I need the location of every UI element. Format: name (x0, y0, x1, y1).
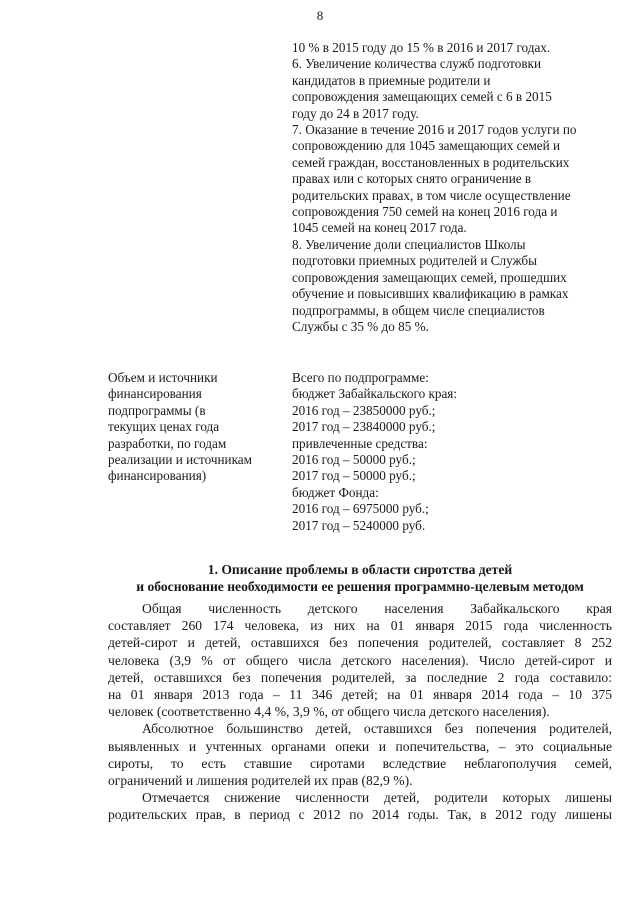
funding-line: бюджет Фонда: (292, 484, 379, 500)
funding-line: 2017 год – 50000 руб.; (292, 468, 416, 484)
funding-label-line: финансирования (108, 386, 202, 402)
paragraph-line: Общая численность детского населения Забайкальского края (142, 601, 612, 616)
indicator-line: сопровождения 750 семей на конец 2016 года и (292, 204, 558, 220)
paragraph (108, 600, 612, 720)
indicator-line: сопровождению для 1045 замещающих семей и (292, 138, 561, 154)
paragraph-line: Абсолютное большинство детей, оставшихся без попечения родителей, (142, 721, 612, 737)
funding-line: Всего по подпрограмме: (292, 370, 429, 385)
paragraph (108, 789, 612, 823)
page-number: 8 (316, 8, 324, 23)
target-indicators-cell (292, 40, 612, 335)
funding-line: 2017 год – 5240000 руб. (292, 517, 426, 533)
funding-line: 2016 год – 50000 руб.; (292, 452, 416, 468)
indicator-line: подготовки приемных родителей и Службы (292, 253, 538, 269)
paragraph-line: детей-сирот и детей, оставшихся без попечения родителей, составляет 8 252 (108, 635, 612, 651)
paragraph-line: ограничений и лишения родителей их прав (82,9 %). (108, 773, 413, 789)
paragraph-line: сироты, то есть ставшие сиротами вследствие неблагополучия семей, (108, 755, 612, 771)
indicator-line: Службы с 35 % до 85 %. (292, 318, 429, 334)
funding-line: 2016 год – 6975000 руб.; (292, 501, 429, 517)
paragraph-line: человек (соответственно 4,4 %, 3,9 %, от общего числа детского населения). (108, 704, 550, 720)
section-title-line: 1. Описание проблемы в области сиротства детей (207, 562, 513, 577)
funding-label-line: текущих ценах года (108, 419, 220, 435)
funding-label-line: подпрограммы (в (108, 402, 206, 418)
section-title-line: и обоснование необходимости ее решения программно-целевым методом (136, 579, 584, 594)
paragraph-line: выявленных и учтенных органами опеки и попечительства, – это социальные (108, 738, 612, 754)
indicator-line: 1045 семей на конец 2017 года. (292, 220, 467, 236)
funding-label-line: разработки, по годам (108, 435, 227, 451)
funding-line: 2017 год – 23840000 руб.; (292, 419, 436, 435)
section-body (108, 600, 612, 824)
paragraph-line: на 01 января 2013 года – 11 346 детей; на 01 января 2014 года – 10 375 (108, 687, 612, 703)
funding-label-line: Объем и источники (108, 370, 218, 385)
paragraph-line: родительских прав, в период с 2012 по 2014 годы. Так, в 2012 году лишены (108, 807, 612, 823)
indicator-line: году до 24 в 2017 году. (292, 105, 419, 121)
indicator-line: 6. Увеличение количества служб подготовки (292, 56, 542, 72)
funding-values-cell (292, 370, 612, 534)
indicator-line: обучение и повысивших квалификацию в рамках (292, 286, 569, 302)
indicator-line: родительских правах, в том числе осуществление (292, 187, 571, 203)
paragraph-line: составляет 260 174 человека, из них на 01 января 2015 года численность (108, 618, 612, 634)
paragraph-line: Отмечается снижение численности детей, родители которых лишены (142, 790, 612, 806)
paragraph-line: детей, оставшихся без попечения родителей, за последние 2 года составило: (108, 669, 612, 685)
indicator-line: сопровождения замещающих семей, прошедших (292, 269, 567, 285)
indicator-line: 10 % в 2015 году до 15 % в 2016 и 2017 годах. (292, 40, 551, 55)
funding-label-line: реализации и источникам (108, 452, 253, 468)
funding-label-line: финансирования) (108, 468, 207, 484)
funding-line: 2016 год – 23850000 руб.; (292, 402, 436, 418)
indicator-line: 7. Оказание в течение 2016 и 2017 годов услуги по (292, 122, 577, 138)
funding-label-cell (108, 370, 288, 485)
indicator-line: 8. Увеличение доли специалистов Школы (292, 236, 526, 252)
paragraph (108, 720, 612, 789)
indicator-line: подпрограммы, в общем числе специалистов (292, 302, 545, 318)
indicator-line: семей граждан, восстановленных в родительских (292, 154, 570, 170)
section-title (100, 561, 620, 595)
paragraph-line: человека (3,9 % от общего числа детского населения). Число детей-сирот и (108, 652, 612, 668)
indicator-line: правах или с которых снято ограничение в (292, 171, 532, 187)
funding-line: привлеченные средства: (292, 435, 428, 451)
funding-line: бюджет Забайкальского края: (292, 386, 458, 402)
indicator-line: кандидатов в приемные родители и (292, 72, 491, 88)
indicator-line: сопровождения замещающих семей с 6 в 2015 (292, 89, 552, 105)
